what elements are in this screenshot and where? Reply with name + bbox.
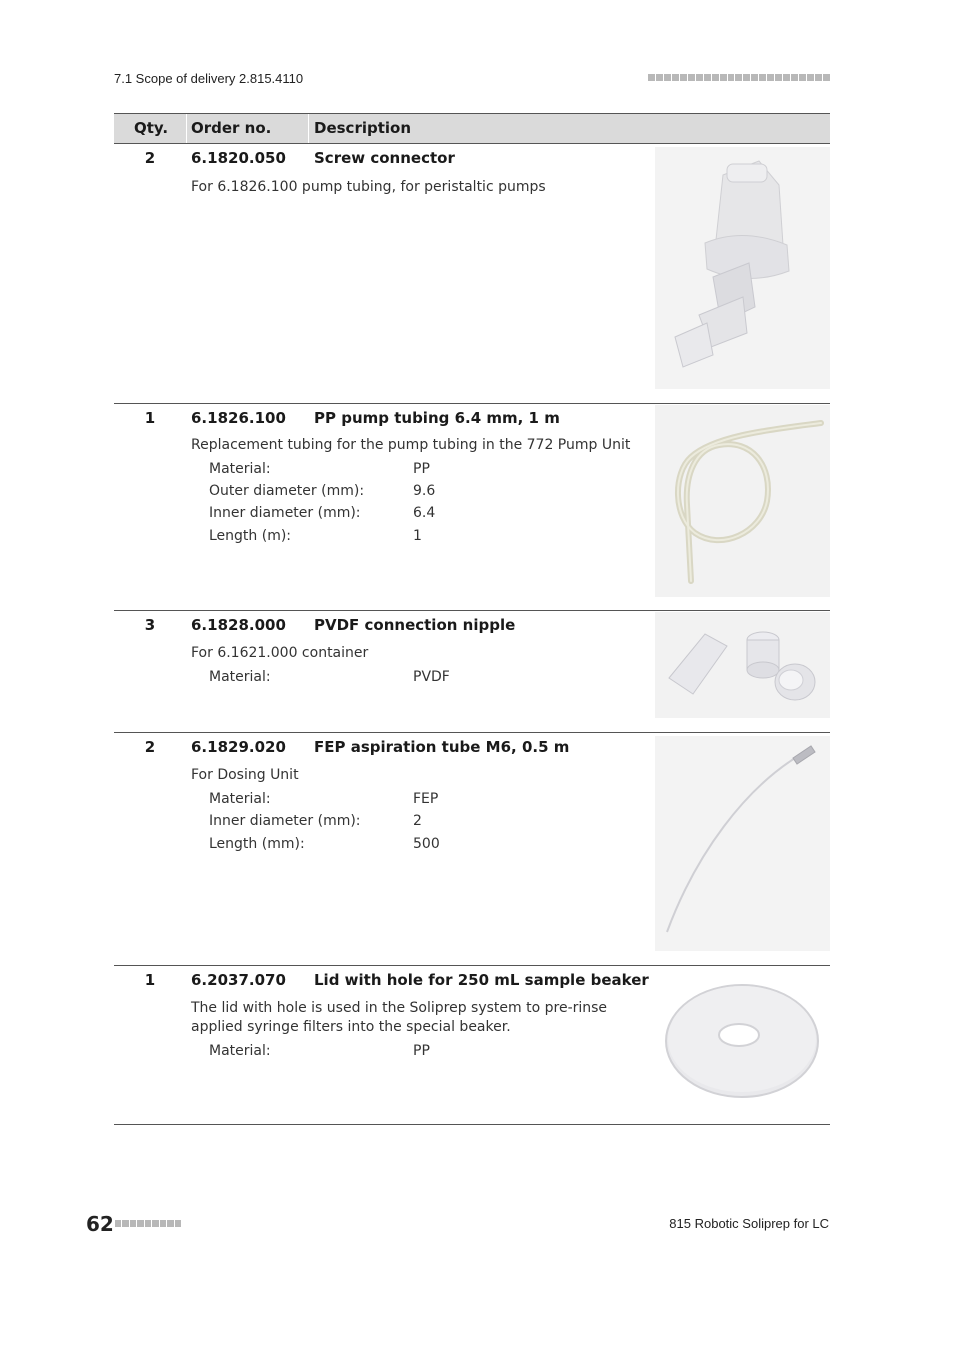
item-description: For Dosing Unit [191, 767, 299, 783]
column-header-qty: Qty. [134, 119, 169, 137]
item-title: FEP aspiration tube M6, 0.5 m [314, 738, 570, 756]
item-title: PP pump tubing 6.4 mm, 1 m [314, 409, 560, 427]
qty-cell: 2 [144, 149, 156, 167]
column-header-description: Description [314, 119, 412, 137]
qty-cell: 2 [144, 738, 156, 756]
item-description: The lid with hole is used in the Soliprep system to pre-rinse applied syringe filters into the special beaker. [191, 1000, 608, 1035]
order-number: 6.1828.000 [191, 616, 286, 634]
order-number: 6.2037.070 [191, 971, 286, 989]
screw-connector-image [655, 147, 830, 389]
aspiration-tube-image [655, 736, 830, 951]
order-number: 6.1820.050 [191, 149, 286, 167]
lid-image [655, 969, 830, 1114]
pump-tubing-image [655, 405, 830, 597]
order-number: 6.1829.020 [191, 738, 286, 756]
page-number: 62 [86, 1212, 114, 1236]
footer-product-name: 815 Robotic Soliprep for LC [669, 1216, 829, 1231]
qty-cell: 1 [144, 971, 156, 989]
item-description: For 6.1621.000 container [191, 645, 369, 661]
header-dot-bar [648, 74, 830, 82]
item-title: PVDF connection nipple [314, 616, 516, 634]
order-number: 6.1826.100 [191, 409, 286, 427]
connection-nipple-image [655, 612, 830, 718]
item-description: Replacement tubing for the pump tubing in the 772 Pump Unit [191, 437, 631, 453]
item-title: Screw connector [314, 149, 455, 167]
item-description: For 6.1826.100 pump tubing, for peristaltic pumps [191, 179, 546, 195]
qty-cell: 1 [144, 409, 156, 427]
running-header: 7.1 Scope of delivery 2.815.4110 [114, 71, 304, 86]
column-header-order: Order no. [191, 119, 272, 137]
item-title: Lid with hole for 250 mL sample beaker [314, 971, 649, 989]
table-bottom-rule [114, 1124, 830, 1125]
qty-cell: 3 [144, 616, 156, 634]
table-header [114, 114, 830, 144]
footer-dot-bar [115, 1220, 181, 1228]
